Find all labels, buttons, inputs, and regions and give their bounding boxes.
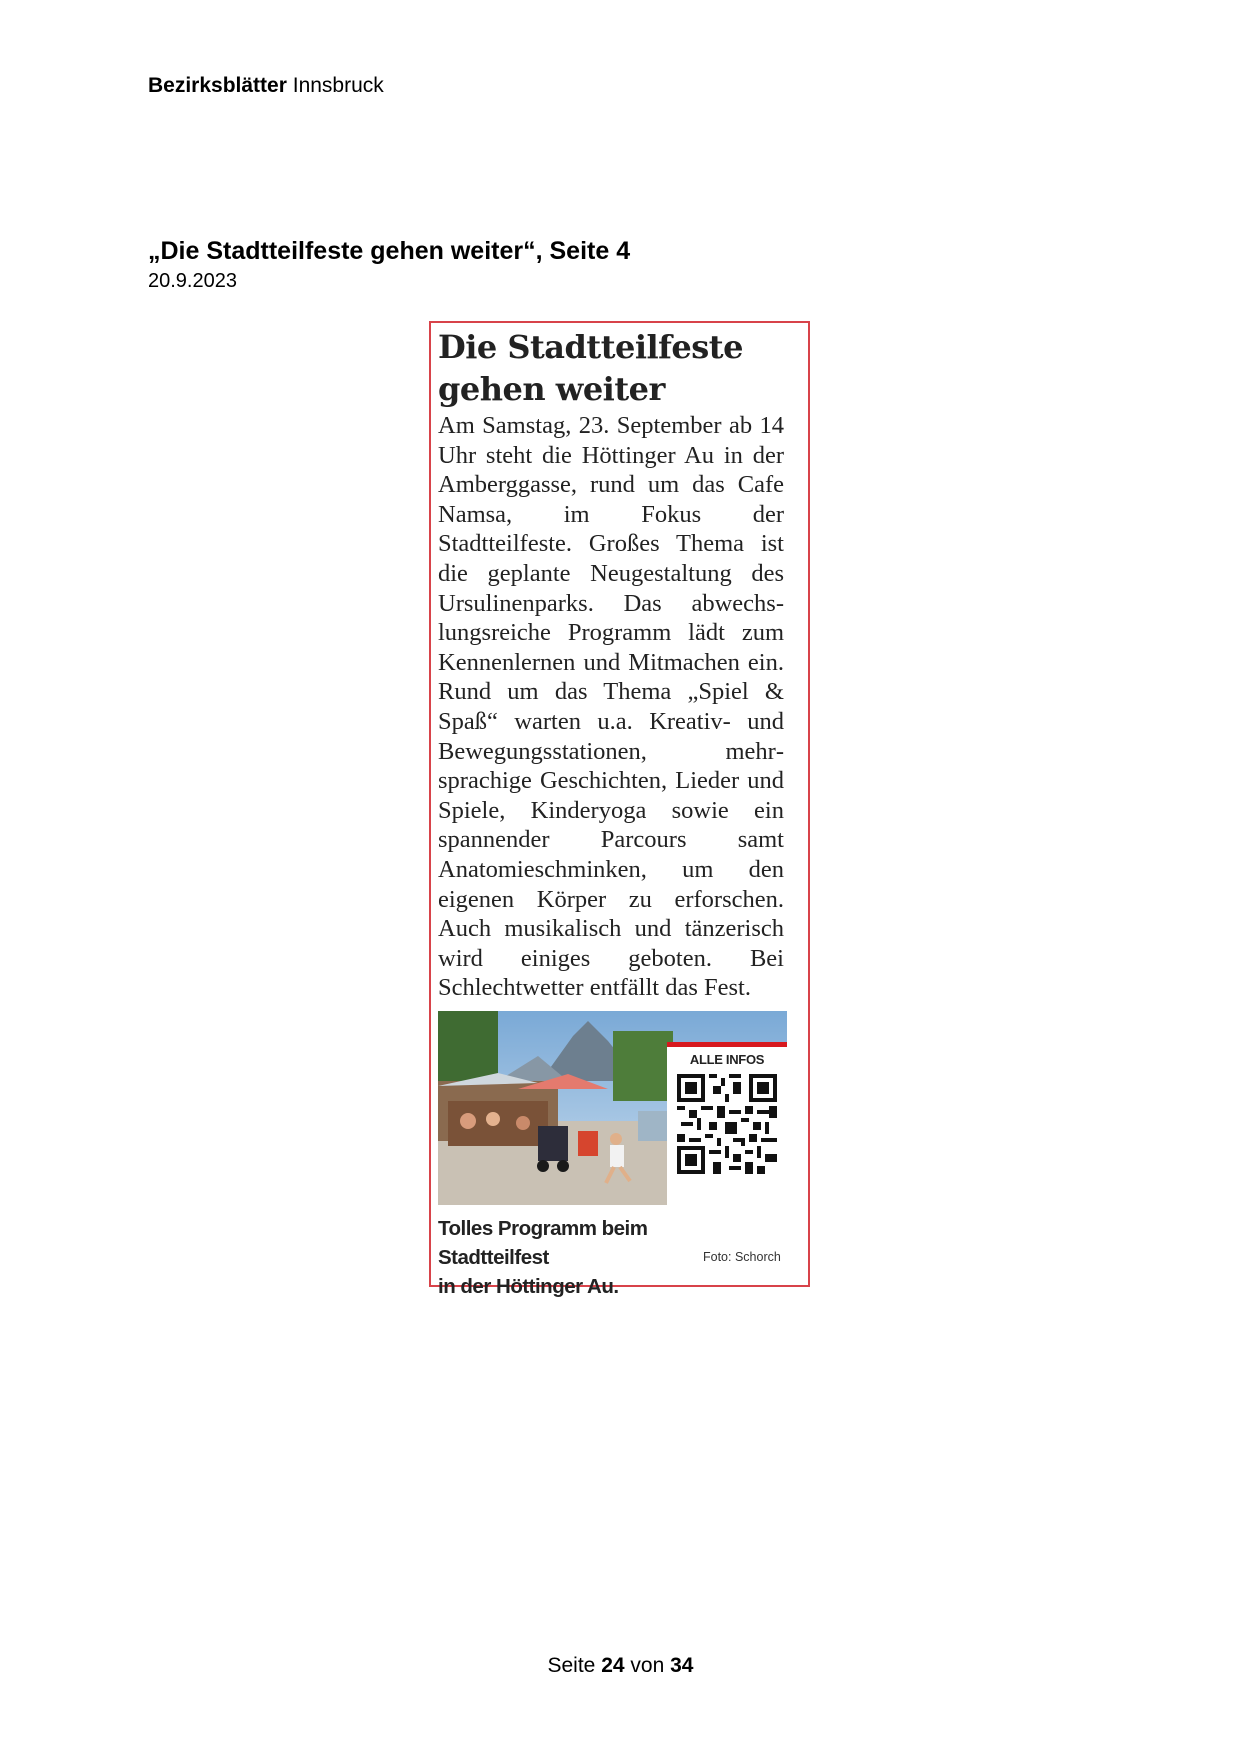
article-title: „Die Stadtteilfeste gehen weiter“, Seite 4 xyxy=(148,237,631,265)
newspaper-clipping xyxy=(429,321,810,1298)
footer-prefix: Seite xyxy=(547,1654,596,1677)
article-date: 20.9.2023 xyxy=(148,270,237,292)
page-number: 24 xyxy=(601,1654,625,1677)
qr-label: ALLE INFOS xyxy=(689,1052,765,1067)
clipping-headline-line-2: gehen weiter xyxy=(438,370,665,408)
page-footer xyxy=(0,1654,1241,1678)
photo-caption-line-1: Tolles Programm beim Stadtteilfest xyxy=(438,1217,648,1269)
photo-credit: Foto: Schorch xyxy=(703,1250,781,1264)
page-header xyxy=(148,74,384,98)
page-total: 34 xyxy=(670,1654,694,1677)
clipping-headline-line-1: Die Stadtteilfeste xyxy=(438,328,743,366)
footer-middle: von xyxy=(630,1654,665,1677)
clipping-body-text: Am Samstag, 23. September ab 14 Uhr steht die Höttinger Au in der Amberggasse, rund um das Cafe Namsa, im Fokus der Stadtteilfeste. Großes Thema ist die geplante Neugestaltung des Ursulinenparks. Das abwechslungsreiche Programm lädt zum Kennenlernen und Mitmachen ein. Rund um das Thema „Spiel & Spaß“ warten u.a. Kreativ- und Bewegungsstationen, mehrsprachige Geschichten, Lieder und Spiele, Kinderyoga sowie ein spannender Parcours samt Anatomieschminken, um den eigenen Körper zu erforschen. Auch musikalisch und tänzerisch wird einiges geboten. Bei Schlechtwetter entfällt das Fest. xyxy=(438,412,784,1002)
publication-region: Innsbruck xyxy=(292,74,384,97)
festival-photo xyxy=(438,1011,787,1205)
qr-code-icon[interactable] xyxy=(677,1074,777,1174)
qr-info-box xyxy=(667,1042,787,1205)
photo-caption xyxy=(438,1214,688,1301)
publication-name: Bezirksblätter xyxy=(148,74,287,97)
qr-accent-bar xyxy=(667,1042,787,1047)
photo-caption-line-2: in der Höttinger Au. xyxy=(438,1275,619,1298)
clipping-headline xyxy=(438,326,798,410)
